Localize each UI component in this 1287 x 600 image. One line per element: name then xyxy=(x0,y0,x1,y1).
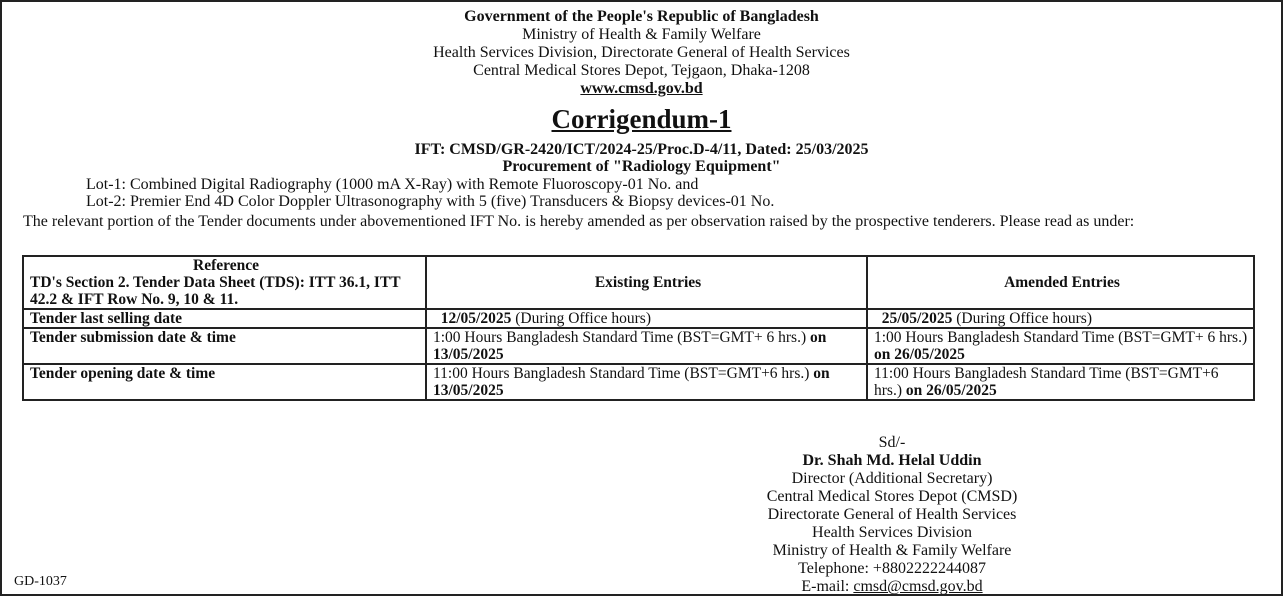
reference-cell xyxy=(23,256,426,309)
lot-1: Lot-1: Combined Digital Radiography (1000 mA X-Ray) with Remote Fluoroscopy-01 No. and xyxy=(86,176,699,193)
amended-note: (During Office hours) xyxy=(952,310,1092,327)
website-link[interactable]: www.cmsd.gov.bd xyxy=(580,80,703,97)
amended-note: 1:00 Hours Bangladesh Standard Time (BST=GMT+ 6 hrs.) xyxy=(874,329,1248,346)
existing-entries-header: Existing Entries xyxy=(426,256,867,309)
signatory-telephone: Telephone: +8802222244087 xyxy=(798,560,986,577)
table-header-row xyxy=(23,256,1254,309)
signatory-designation: Director (Additional Secretary) xyxy=(791,470,993,487)
amended-entry xyxy=(867,328,1254,364)
table-row xyxy=(23,328,1254,364)
reference-header: Reference xyxy=(193,257,259,274)
existing-date: on 13/05/2025 xyxy=(433,329,827,363)
email-label: E-mail: xyxy=(801,578,854,595)
signed-mark: Sd/- xyxy=(878,434,906,451)
existing-entry xyxy=(426,328,867,364)
row-label: Tender last selling date xyxy=(23,309,426,328)
existing-note: 1:00 Hours Bangladesh Standard Time (BST=GMT+ 6 hrs.) xyxy=(433,329,807,346)
division-name: Health Services Division, Directorate General of Health Services xyxy=(433,44,850,61)
row-label: Tender opening date & time xyxy=(23,364,426,400)
reference-text: TD's Section 2. Tender Data Sheet (TDS): ITT 36.1, ITT 42.2 & IFT Row No. 9, 10 & 11. xyxy=(30,274,401,308)
amended-date: on 26/05/2025 xyxy=(874,346,965,363)
amended-note: 11:00 Hours Bangladesh Standard Time (BST=GMT+6 hrs.) xyxy=(874,365,1219,399)
signatory-email xyxy=(682,578,1102,596)
intro-paragraph: The relevant portion of the Tender documents under abovementioned IFT No. is hereby amended as per observation raised by the prospective tenderers. Please read as under: xyxy=(23,213,1135,230)
signatory-ministry: Ministry of Health & Family Welfare xyxy=(772,542,1012,559)
amended-entry xyxy=(867,309,1254,328)
page-title: Corrigendum-1 xyxy=(551,104,732,134)
office-address: Central Medical Stores Depot, Tejgaon, Dhaka-1208 xyxy=(473,62,810,79)
existing-entry xyxy=(426,364,867,400)
amended-entry xyxy=(867,364,1254,400)
signatory-name: Dr. Shah Md. Helal Uddin xyxy=(802,452,982,469)
signature-block xyxy=(682,434,1102,596)
lot-2: Lot-2: Premier End 4D Color Doppler Ultrasonography with 5 (five) Transducers & Biopsy devices-01 No. xyxy=(86,193,775,210)
existing-entry xyxy=(426,309,867,328)
signatory-directorate: Directorate General of Health Services xyxy=(767,506,1017,523)
amended-date: on 26/05/2025 xyxy=(901,382,997,399)
document-code: GD-1037 xyxy=(14,574,67,589)
email-link[interactable]: cmsd@cmsd.gov.bd xyxy=(853,578,983,595)
procurement-subject: Procurement of "Radiology Equipment" xyxy=(502,158,781,175)
existing-note: 11:00 Hours Bangladesh Standard Time (BST=GMT+6 hrs.) xyxy=(433,365,810,382)
government-title: Government of the People's Republic of Bangladesh xyxy=(464,8,819,25)
table-row xyxy=(23,364,1254,400)
existing-note: (During Office hours) xyxy=(511,310,651,327)
amended-entries-header: Amended Entries xyxy=(867,256,1254,309)
row-label: Tender submission date & time xyxy=(23,328,426,364)
ift-reference: IFT: CMSD/GR-2420/ICT/2024-25/Proc.D-4/11, Dated: 25/03/2025 xyxy=(414,141,869,158)
signatory-division: Health Services Division xyxy=(812,524,972,541)
amended-date: 25/05/2025 xyxy=(881,310,953,327)
existing-date: 12/05/2025 xyxy=(440,310,512,327)
existing-date: on 13/05/2025 xyxy=(433,365,830,399)
table-row xyxy=(23,309,1254,328)
signatory-office: Central Medical Stores Depot (CMSD) xyxy=(766,488,1018,505)
amendment-table xyxy=(22,255,1255,401)
ministry-name: Ministry of Health & Family Welfare xyxy=(522,26,761,43)
